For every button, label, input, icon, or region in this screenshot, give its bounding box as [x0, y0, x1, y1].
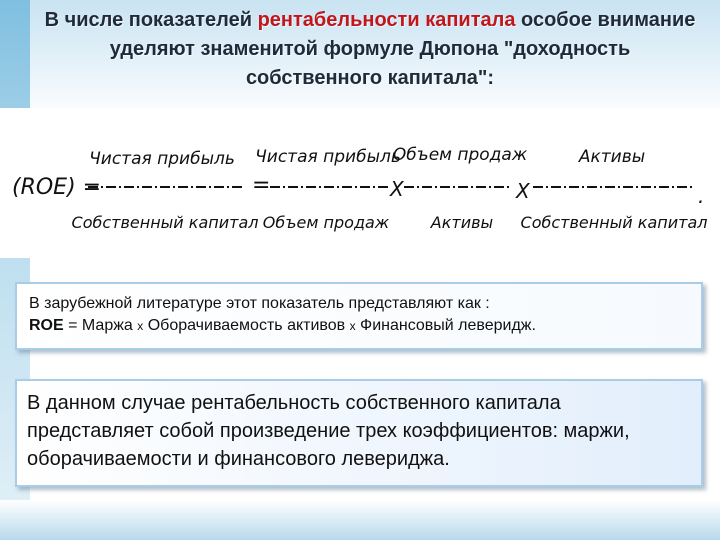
- formula-image: [0, 108, 720, 258]
- roe-times-1: x: [137, 319, 144, 333]
- roe-mid-text: Оборачиваемость активов: [143, 317, 350, 334]
- title-highlight: рентабельности капитала: [257, 9, 516, 31]
- formula-f4-numerator: Активы: [578, 147, 646, 167]
- formula-f2-denominator: Объем продаж: [262, 213, 390, 232]
- title-part2: особое внимание уделяют знаменитой формуле Дюпона "доходность собственного капитала":: [109, 9, 696, 89]
- roe-label: ROE: [29, 317, 64, 334]
- roe-end-text: Финансовый леверидж.: [355, 317, 536, 334]
- slide-title: [40, 6, 700, 93]
- formula-times-1: X: [390, 177, 404, 201]
- roe-eq-text: = Маржа: [63, 317, 138, 334]
- formula-times-2: X: [516, 179, 530, 203]
- formula-equals: =: [252, 173, 271, 198]
- formula-end-dot: .: [698, 184, 705, 208]
- formula-f3-denominator: Активы: [430, 213, 494, 232]
- formula-f1-numerator: Чистая прибыль: [89, 149, 235, 169]
- roe-definition-box: [15, 282, 703, 350]
- formula-f1-denominator: Собственный капитал: [71, 213, 259, 232]
- formula-lhs: (ROE) =: [12, 175, 102, 200]
- explanation-box: [15, 379, 703, 487]
- roe-times-2: x: [349, 319, 356, 333]
- roe-definition-line2: [29, 315, 689, 337]
- roe-definition-line1: В зарубежной литературе этот показатель представляют как :: [29, 295, 490, 312]
- formula-f3-numerator: Объем продаж: [392, 145, 528, 165]
- slide-background-bottom: [0, 500, 720, 540]
- title-part1: В числе показателей: [44, 9, 258, 31]
- formula-f2-numerator: Чистая прибыль: [255, 147, 401, 167]
- formula-f4-denominator: Собственный капитал: [520, 213, 708, 232]
- explanation-text: В данном случае рентабельность собственного капитала представляет собой произведение трех коэффициентов: маржи, оборачиваемости и финансового левериджа.: [27, 392, 630, 470]
